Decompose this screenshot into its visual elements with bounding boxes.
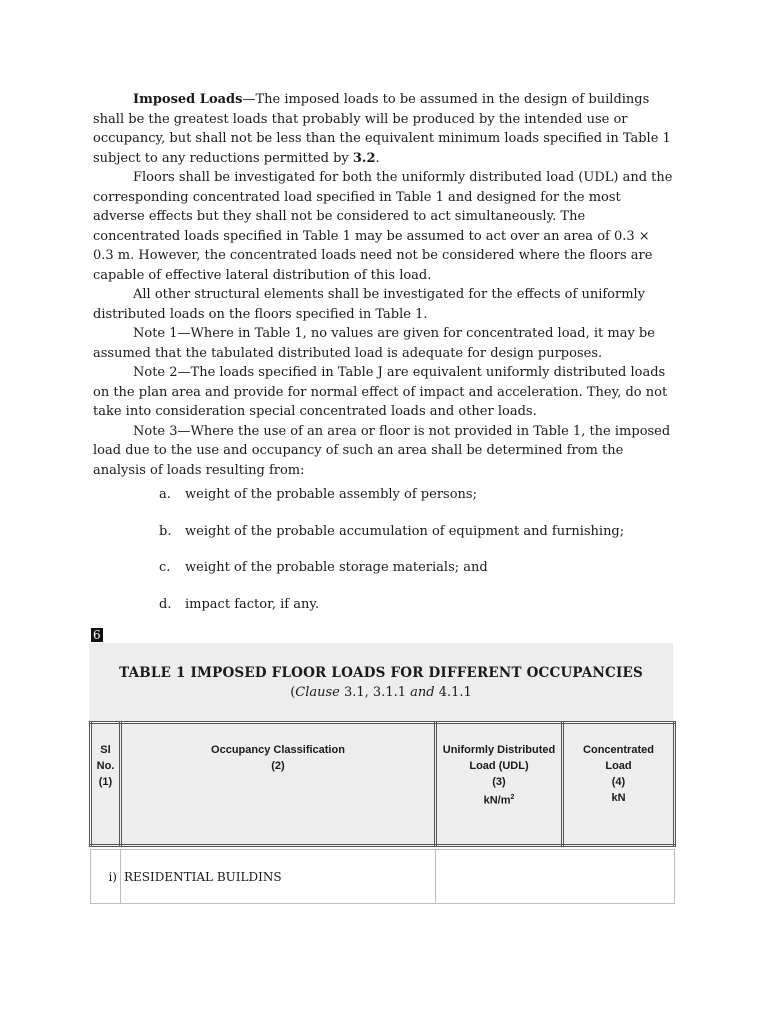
list-text: weight of the probable assembly of persons; (185, 487, 477, 502)
header-text: No. (96, 760, 115, 772)
list-text: impact factor, if any. (185, 596, 320, 612)
list-marker: d. (159, 596, 172, 612)
header-text: Load (UDL) (469, 760, 529, 772)
table-title: TABLE 1 IMPOSED FLOOR LOADS FOR DIFFERENT OCCUPANCIES (119, 665, 643, 681)
list-marker: a. (159, 487, 171, 502)
list-marker: b. (159, 523, 172, 539)
header-unit (437, 790, 561, 809)
note-2: Note 2—The loads specified in Table J are equivalent uniformly distributed loads on the plan area and provide for normal effect of impact and acceleration. They, do not take into consideration special concentrated loads and other loads. (93, 365, 668, 419)
list-item (159, 558, 673, 578)
clause-word: Clause (295, 685, 340, 700)
cell-occupancy: RESIDENTIAL BUILDINS (121, 850, 436, 904)
list-marker: c. (159, 560, 171, 575)
list-item (159, 522, 673, 542)
paragraph-imposed-loads (93, 90, 673, 168)
note-3: Note 3—Where the use of an area or floor is not provided in Table 1, the imposed load due to the use and occupancy of such an area shall be determined from the analysis of loads resulting from: (93, 423, 671, 478)
list-text: weight of the probable accumulation of equipment and furnishing; (185, 523, 625, 539)
header-text: Occupancy Classification (211, 744, 345, 756)
cell-sl-no: i) (91, 850, 121, 904)
load-factor-list (93, 485, 673, 614)
header-text: (1) (98, 776, 113, 788)
document-body (93, 90, 673, 631)
clause-refs-2: 4.1.1 (434, 685, 472, 700)
header-text: Concentrated (583, 744, 654, 756)
imposed-loads-table (89, 721, 676, 904)
header-text: Uniformly Distributed (442, 744, 556, 756)
table-row (91, 850, 675, 904)
header-text: kN (611, 792, 626, 804)
clause-reference: 3.2 (352, 150, 376, 166)
clause-open: ( (290, 685, 296, 700)
paragraph-structural-elements: All other structural elements shall be investigated for the effects of uniformly distributed loads on the floors specified in Table 1. (93, 287, 646, 322)
header-udl (436, 723, 563, 846)
page-number: 6 (93, 628, 101, 642)
header-text: (3) (492, 776, 506, 788)
unit-exponent: 2 (510, 794, 515, 801)
note-1: Note 1—Where in Table 1, no values are given for concentrated load, it may be assumed that the tabulated distributed load is adequate for design purposes. (93, 326, 655, 361)
imposed-loads-heading: Imposed Loads (133, 92, 243, 107)
list-item (159, 595, 673, 615)
header-text: Load (605, 760, 632, 772)
table-clause (89, 685, 673, 700)
cell-loads (436, 850, 675, 904)
header-occupancy (121, 723, 436, 846)
header-text: (2) (271, 760, 285, 772)
header-sl-no (91, 723, 121, 846)
clause-and: and (410, 685, 435, 700)
table-caption (89, 643, 673, 721)
header-text: Sl (100, 744, 111, 756)
clause-refs-1: 3.1, 3.1.1 (339, 685, 411, 700)
list-item (159, 485, 673, 505)
header-text: (4) (611, 776, 626, 788)
paragraph-end: . (375, 150, 380, 166)
table-header-row (91, 723, 675, 846)
header-concentrated (563, 723, 675, 846)
paragraph-floors: Floors shall be investigated for both the uniformly distributed load (UDL) and the corresponding concentrated load specified in Table 1 and designed for the most adverse effects but they shall not be considered to act simultaneously. The concentrated loads specified in Table 1 may be assumed to act over an area of 0.3 × 0.3 m. However, the concentrated loads need not be considered where the floors are capable of effective lateral distribution of this load. (93, 170, 673, 283)
list-text: weight of the probable storage materials; and (185, 560, 488, 575)
header-text: kN/m (483, 794, 511, 807)
paragraph-text: —The imposed loads to be assumed in the design of buildings shall be the greatest loads that probably will be produced by the intended use or occupancy, but shall not be less than the equivalent minimum loads specified in Table 1 subject to any reductions permitted by (93, 92, 671, 166)
